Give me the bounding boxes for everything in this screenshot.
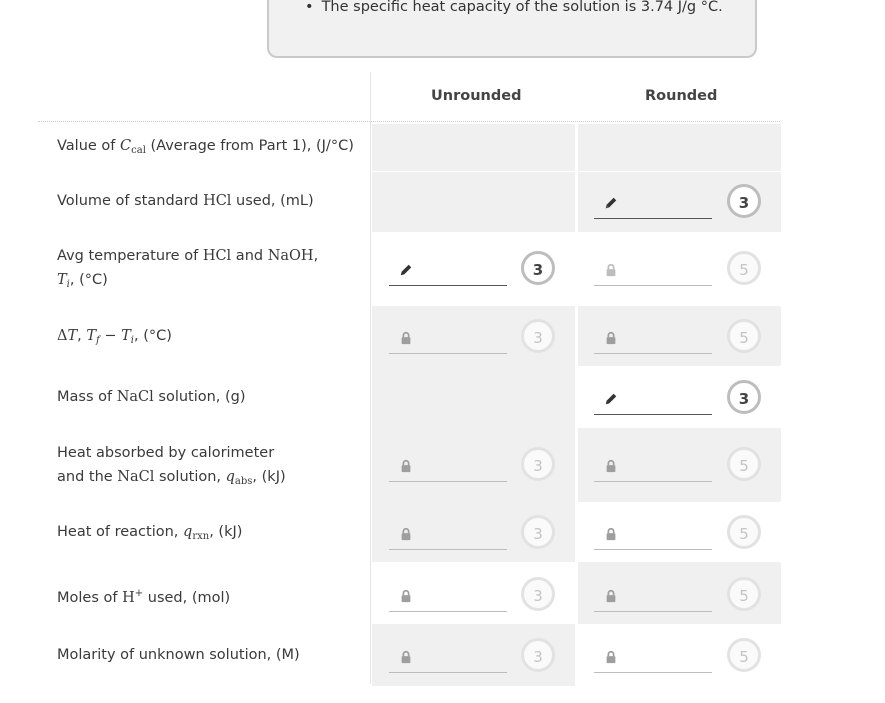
lock-icon (399, 650, 413, 664)
label-moles-h: Moles of H+ used, (mol) (57, 588, 231, 606)
cell-mass-unrounded (372, 366, 575, 428)
sigfig-tavg-rounded: 5 (727, 251, 761, 285)
label-delta-t: ΔT, $T_f - T_i$, (°C) (57, 328, 172, 346)
column-divider (370, 72, 371, 684)
label-avg-temperature: Avg temperature of HCl and NaOH, $T_i$, (°C) (57, 248, 319, 290)
sigfig-molarity-unrounded: 3 (521, 638, 555, 672)
lock-icon (399, 527, 413, 541)
input-molarity-unrounded (389, 639, 507, 673)
lock-icon (604, 459, 618, 473)
lock-icon (604, 331, 618, 345)
cell-ccal-unrounded (372, 124, 575, 171)
info-note (267, 0, 757, 58)
sigfig-dt-unrounded: 3 (521, 319, 555, 353)
input-moles-unrounded (389, 578, 507, 612)
sigfig-qabs-unrounded: 3 (521, 447, 555, 481)
label-mass-nacl: Mass of NaCl solution, (g) (57, 389, 246, 405)
input-molarity-rounded (594, 639, 712, 673)
cell-vol-unrounded (372, 172, 575, 232)
lock-icon (604, 650, 618, 664)
note-bullet: • The specific heat capacity of the solution is 3.74 J/g °C. (305, 0, 723, 15)
pencil-icon (604, 392, 618, 406)
lock-icon (604, 263, 618, 277)
sigfig-dt-rounded: 5 (727, 319, 761, 353)
lock-icon (399, 589, 413, 603)
label-molarity: Molarity of unknown solution, (M) (57, 647, 300, 663)
header-divider (38, 121, 780, 122)
sigfig-qrxn-unrounded: 3 (521, 515, 555, 549)
input-qrxn-rounded (594, 516, 712, 550)
sigfig-moles-rounded: 5 (727, 577, 761, 611)
lock-icon (399, 331, 413, 345)
sigfig-qabs-rounded: 5 (727, 447, 761, 481)
sigfig-moles-unrounded: 3 (521, 577, 555, 611)
input-mass-rounded[interactable] (594, 381, 712, 415)
label-heat-absorbed: Heat absorbed by calorimeter and the NaCl solution, $q_{abs}$, (kJ) (57, 445, 286, 487)
pencil-icon (399, 263, 413, 277)
cell-ccal-rounded (578, 124, 781, 171)
sigfig-volume-rounded[interactable]: 3 (727, 184, 761, 218)
lock-icon (399, 459, 413, 473)
input-tavg-unrounded[interactable] (389, 252, 507, 286)
input-qabs-unrounded (389, 448, 507, 482)
input-qrxn-unrounded (389, 516, 507, 550)
input-moles-rounded (594, 578, 712, 612)
label-ccal: Value of $C_{cal}$ (Average from Part 1), (J/°C) (57, 138, 354, 156)
label-heat-reaction: Heat of reaction, $q_{rxn}$, (kJ) (57, 524, 243, 542)
sigfig-molarity-rounded: 5 (727, 638, 761, 672)
input-volume-rounded[interactable] (594, 185, 712, 219)
lock-icon (604, 589, 618, 603)
lock-icon (604, 527, 618, 541)
label-volume-hcl: Volume of standard HCl used, (mL) (57, 193, 314, 209)
pencil-icon (604, 196, 618, 210)
sigfig-tavg-unrounded[interactable]: 3 (521, 251, 555, 285)
input-dt-unrounded (389, 320, 507, 354)
header-rounded: Rounded (645, 88, 718, 104)
sigfig-qrxn-rounded: 5 (727, 515, 761, 549)
input-tavg-rounded (594, 252, 712, 286)
sigfig-mass-rounded[interactable]: 3 (727, 380, 761, 414)
header-unrounded: Unrounded (431, 88, 522, 104)
input-dt-rounded (594, 320, 712, 354)
input-qabs-rounded (594, 448, 712, 482)
